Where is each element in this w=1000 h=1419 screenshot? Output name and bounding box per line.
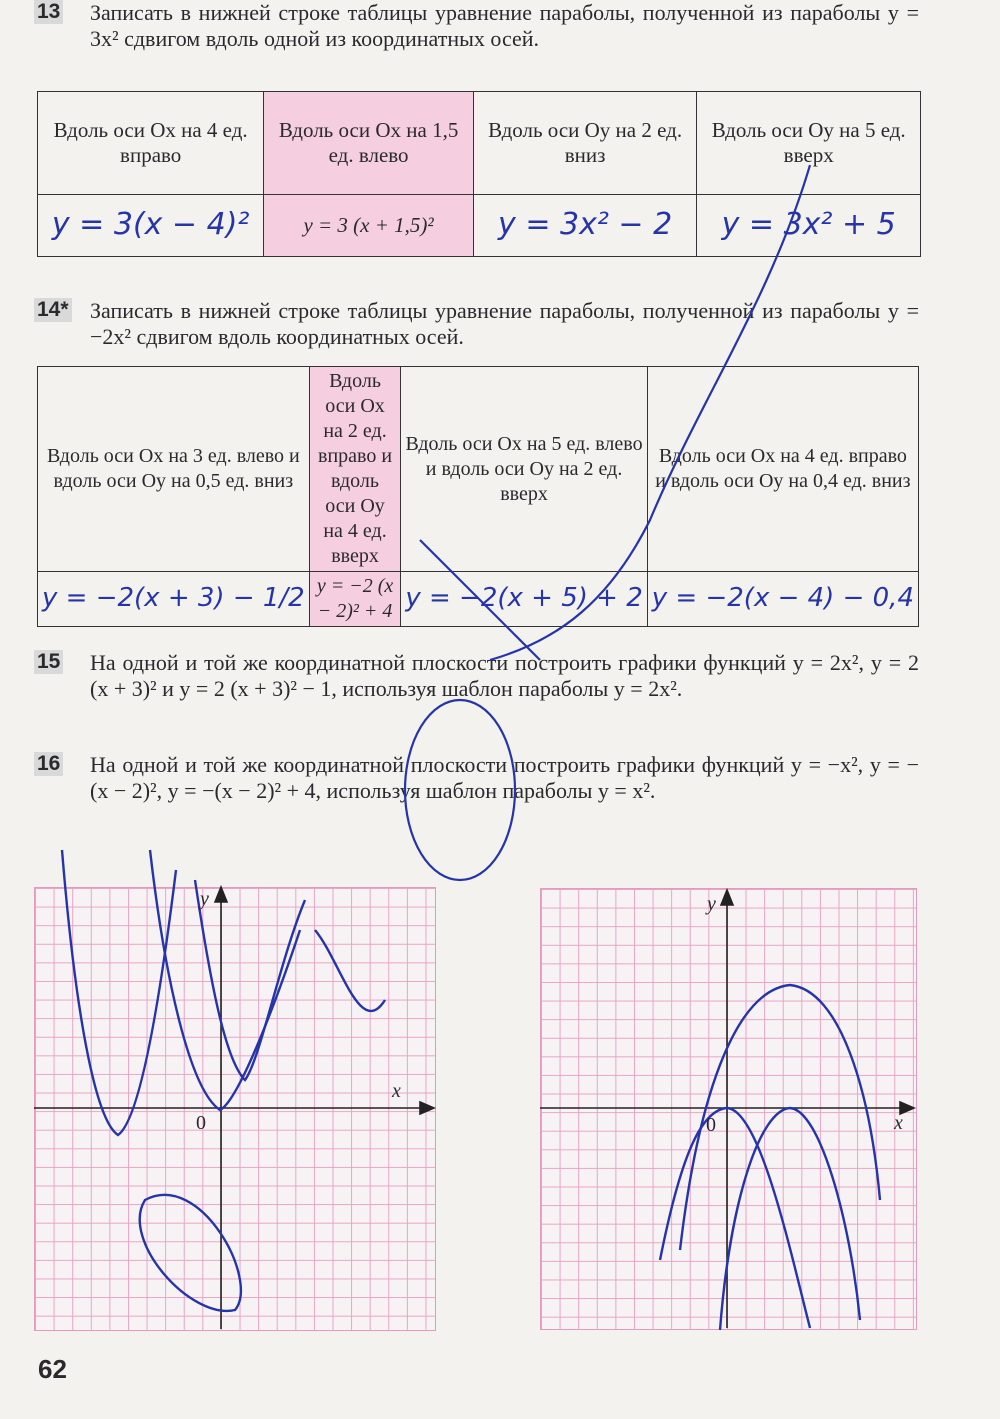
ink-scribbles bbox=[405, 165, 810, 880]
left-handwritten-curves bbox=[62, 850, 385, 1311]
right-y-label: y bbox=[707, 893, 716, 915]
task-text: Записать в нижней строке таблицы уравнение параболы, полученной из параболы y = 3x² сдвигом вдоль одной из координатных осей. bbox=[90, 0, 919, 51]
handwritten-answer: y = −2(x − 4) − 0,4 bbox=[651, 582, 914, 613]
table-header-cell: Вдоль оси Ox на 3 ед. влево и вдоль оси Oy на 0,5 ед. вниз bbox=[38, 367, 310, 572]
handwritten-answer: y = 3x² − 2 bbox=[498, 206, 673, 242]
table-header-cell: Вдоль оси Ox на 2 ед. вправо и вдоль оси Oy на 4 ед. вверх bbox=[309, 367, 401, 572]
right-handwritten-curves bbox=[660, 985, 880, 1330]
curve bbox=[315, 930, 385, 1011]
printed-answer: y = 3 (x + 1,5)² bbox=[303, 213, 434, 237]
task-text: На одной и той же координатной плоскости построить графики функций y = −x², y = −(x − 2)², y = −(x − 2)² + 4, используя шаблон параболы y = x². bbox=[90, 752, 919, 803]
curve bbox=[720, 1108, 860, 1330]
task-text: Записать в нижней строке таблицы уравнение параболы, полученной из параболы y = −2x² сдвигом вдоль координатных осей. bbox=[90, 298, 919, 349]
table-header-cell: Вдоль оси Oy на 5 ед. вверх bbox=[697, 92, 921, 195]
scribble bbox=[420, 540, 540, 660]
task-text: На одной и той же координатной плоскости построить графики функций y = 2x², y = 2 (x + 3)² и y = 2 (x + 3)² − 1, используя шаблон параболы y = 2x². bbox=[90, 650, 919, 701]
task-number: 15 bbox=[34, 650, 63, 674]
right-x-label: x bbox=[894, 1112, 903, 1134]
left-axes bbox=[34, 887, 434, 1329]
handwritten-answer: y = −2(x + 3) − 1/2 bbox=[42, 582, 305, 613]
left-origin-label: 0 bbox=[196, 1112, 206, 1134]
left-y-label: y bbox=[200, 888, 209, 910]
task-number: 14* bbox=[34, 298, 72, 322]
scribble bbox=[405, 700, 515, 880]
curve bbox=[62, 850, 176, 1135]
table-header-cell: Вдоль оси Ox на 1,5 ед. влево bbox=[264, 92, 473, 195]
table-header-cell: Вдоль оси Ox на 4 ед. вправо bbox=[38, 92, 264, 195]
table-header-cell: Вдоль оси Ox на 5 ед. влево и вдоль оси Oy на 2 ед. вверх bbox=[401, 367, 647, 572]
table-header-cell: Вдоль оси Oy на 2 ед. вниз bbox=[473, 92, 697, 195]
left-x-arrow bbox=[420, 1102, 434, 1114]
right-y-arrow bbox=[721, 890, 733, 905]
left-y-arrow bbox=[215, 887, 227, 902]
handwritten-answer: y = 3(x − 4)² bbox=[51, 206, 250, 242]
curve bbox=[140, 1195, 241, 1311]
table-header-cell: Вдоль оси Ox на 4 ед. вправо и вдоль оси Oy на 0,4 ед. вниз bbox=[647, 367, 918, 572]
right-origin-label: 0 bbox=[706, 1114, 716, 1136]
task-number: 16 bbox=[34, 752, 63, 776]
curve bbox=[195, 880, 305, 1080]
left-x-label: x bbox=[392, 1080, 401, 1102]
scribble bbox=[490, 165, 810, 660]
printed-answer: y = −2 (x − 2)² + 4 bbox=[316, 575, 394, 622]
page-number: 62 bbox=[38, 1354, 67, 1384]
handwritten-answer: y = −2(x + 5) + 2 bbox=[405, 582, 643, 613]
task-number: 13 bbox=[34, 0, 63, 24]
handwritten-answer: y = 3x² + 5 bbox=[721, 206, 896, 242]
